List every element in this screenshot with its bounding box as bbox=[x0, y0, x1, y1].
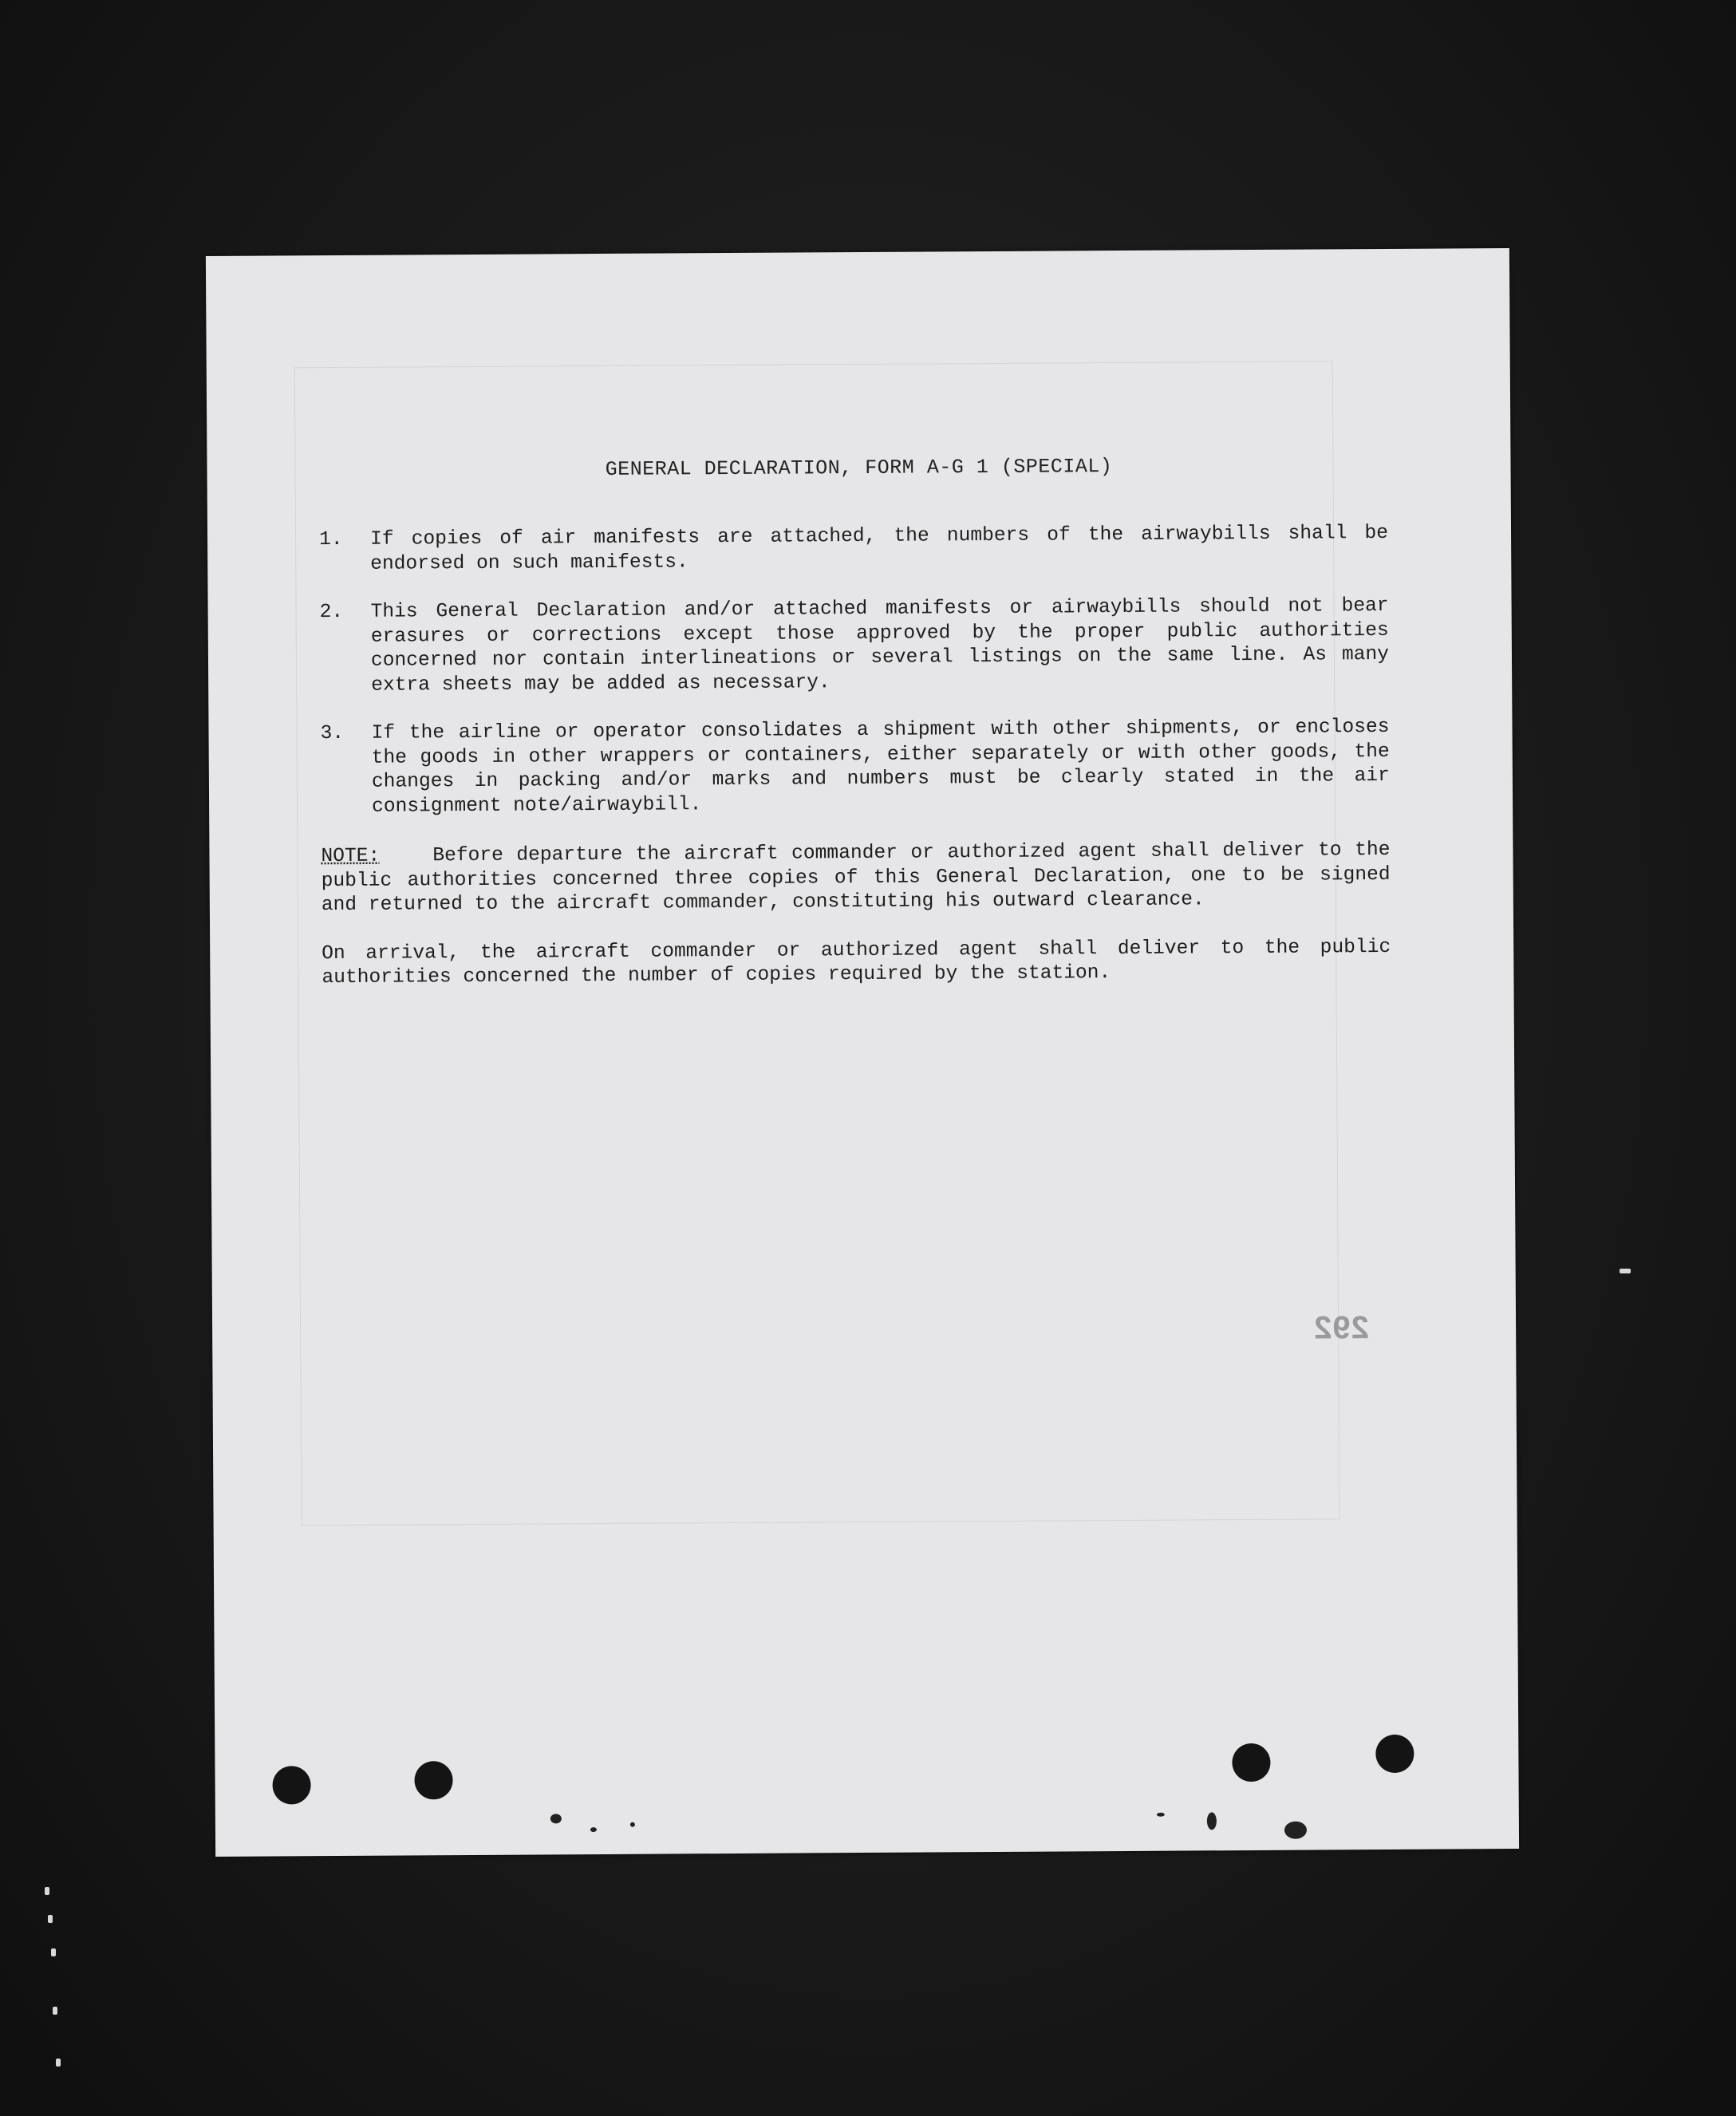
document-body bbox=[319, 522, 1391, 991]
punch-hole bbox=[1232, 1743, 1270, 1782]
ink-speck bbox=[590, 1827, 597, 1832]
ink-speck bbox=[550, 1814, 562, 1823]
note-label: NOTE: bbox=[321, 845, 381, 868]
film-edge-mark bbox=[51, 1948, 56, 1956]
document-page bbox=[206, 248, 1519, 1857]
item-number: 1. bbox=[318, 528, 343, 551]
note-paragraph bbox=[321, 839, 1391, 918]
film-edge-mark bbox=[1620, 1269, 1631, 1273]
film-edge-mark bbox=[48, 1915, 53, 1923]
film-edge-mark bbox=[56, 2059, 61, 2067]
ink-speck bbox=[1207, 1812, 1217, 1830]
list-item bbox=[320, 594, 1390, 698]
punch-hole bbox=[1375, 1735, 1414, 1773]
arrival-paragraph: On arrival, the aircraft commander or authorized agent shall deliver to the public authorities concerned the number of copies required by the station. bbox=[322, 936, 1391, 989]
item-text: If copies of air manifests are attached, the numbers of the airwaybills shall be endorsed on such manifests. bbox=[369, 522, 1389, 575]
film-edge-mark bbox=[45, 1887, 49, 1895]
ink-speck bbox=[630, 1822, 635, 1827]
ink-speck bbox=[1157, 1813, 1165, 1817]
item-text: This General Declaration and/or attached manifests or airwaybills should not bear erasures or corrections except those approved by the proper public authorities concerned nor contain interlineations or several listings on the same line. As many extra sheets may be added as necessary. bbox=[370, 594, 1390, 697]
item-text: If the airline or operator consolidates a shipment with other shipments, or encloses the goods in other wrappers or containers, either separately or with other goods, the changes in packing and/or marks and numbers must be clearly stated in the air consignment note/airwaybill. bbox=[371, 716, 1390, 818]
punch-hole bbox=[272, 1766, 310, 1804]
item-number: 2. bbox=[319, 601, 344, 624]
punch-hole bbox=[414, 1761, 452, 1799]
note-text: Before departure the aircraft commander or authorized agent shall deliver to the public authorities concerned three copies of this General Declaration, one to be signed and returned to the aircraft commander, constituting his outward clearance. bbox=[321, 839, 1391, 917]
list-item bbox=[319, 522, 1388, 577]
list-item bbox=[320, 716, 1390, 819]
page-number: 292 bbox=[1312, 1310, 1370, 1346]
film-edge-mark bbox=[53, 2007, 57, 2015]
document-title: GENERAL DECLARATION, FORM A-G 1 (SPECIAL) bbox=[605, 455, 1113, 481]
item-number: 3. bbox=[320, 722, 345, 745]
ink-speck bbox=[1284, 1822, 1307, 1839]
